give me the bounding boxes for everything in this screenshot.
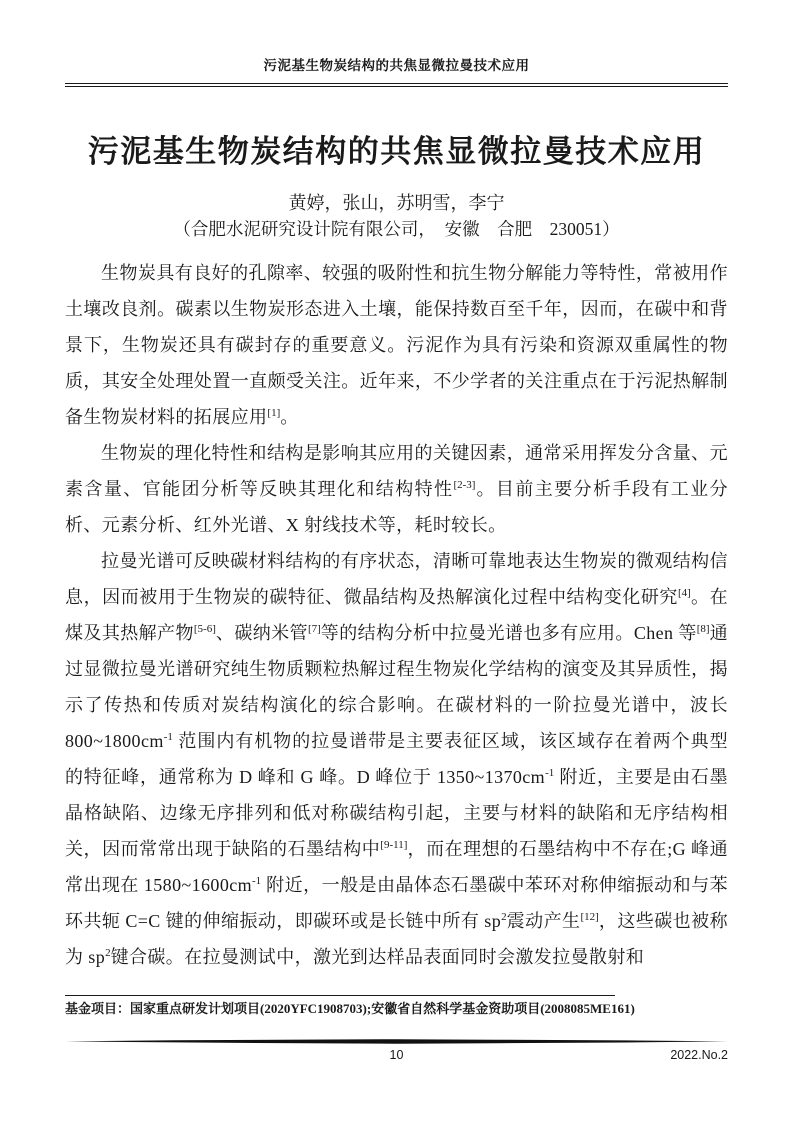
- paragraph-2: 生物炭的理化特性和结构是影响其应用的关键因素，通常采用挥发分含量、元素含量、官能团分析等反映其理化和结构特性[2-3]。目前主要分析手段有工业分析、元素分析、红外光谱、X 射线技术等，耗时较长。: [65, 443, 728, 535]
- article-title: 污泥基生物炭结构的共焦显微拉曼技术应用: [87, 134, 706, 169]
- article-body: [65, 255, 728, 975]
- author-list: 黄婷，张山，苏明雪，李宁: [288, 193, 505, 213]
- header-double-rule: [65, 83, 728, 87]
- page-footer: [65, 1047, 728, 1064]
- running-header-title: 污泥基生物炭结构的共焦显微拉曼技术应用: [263, 58, 530, 73]
- footnote-separator-rule: [65, 995, 615, 996]
- page-number: 10: [389, 1048, 404, 1062]
- affiliation: （合肥水泥研究设计院有限公司， 安徽 合肥 230051）: [173, 219, 620, 239]
- issue-label: 2022.No.2: [670, 1048, 728, 1062]
- funding-footnote: 基金项目：国家重点研发计划项目(2020YFC1908703);安徽省自然科学基金资助项目(2008085ME161): [65, 1001, 635, 1016]
- paragraph-1: 生物炭具有良好的孔隙率、较强的吸附性和抗生物分解能力等特性，常被用作土壤改良剂。碳素以生物炭形态进入土壤，能保持数百至千年，因而，在碳中和背景下，生物炭还具有碳封存的重要意义。污泥作为具有污染和资源双重属性的物质，其安全处理处置一直颇受关注。近年来，不少学者的关注重点在于污泥热解制备生物炭材料的拓展应用[1]。: [65, 263, 728, 427]
- paragraph-3: 拉曼光谱可反映碳材料结构的有序状态，清晰可靠地表达生物炭的微观结构信息，因而被用于生物炭的碳特征、微晶结构及热解演化过程中结构变化研究[4]。在煤及其热解产物[5-6]、碳纳米管[7]等的结构分析中拉曼光谱也多有应用。Chen 等[8]通过显微拉曼光谱研究纯生物质颗粒热解过程生物炭化学结构的演变及其异质性，揭示了传热和传质对炭结构演化的综合影响。在碳材料的一阶拉曼光谱中，波长 $800\sim 1800cm^{-1}$ 范围内有机物的拉曼谱带是主要表征区域，该区域存在着两个典型的特征峰，通常称为 D 峰和 G 峰。D 峰位于 $1350\sim 1370cm^{-1}$ 附近，主要是由石墨晶格缺陷、边缘无序排列和低对称碳结构引起，主要与材料的缺陷和无序结构相关，因而常常出现于缺陷的石墨结构中[9-11]，而在理想的石墨结构中不存在;G 峰通常出现在 $1580\sim 1600cm^{-1}$ 附近，一般是由晶体态石墨碳中苯环对称伸缩振动和与苯环共轭 C=C 键的伸缩振动，即碳环或是长链中所有 $sp^2$震动产生[12]，这些碳也被称为 $sp^2$键合碳。在拉曼测试中，激光到达样品表面同时会激发拉曼散射和: [65, 551, 729, 967]
- footer-tapered-rule: [65, 1039, 728, 1044]
